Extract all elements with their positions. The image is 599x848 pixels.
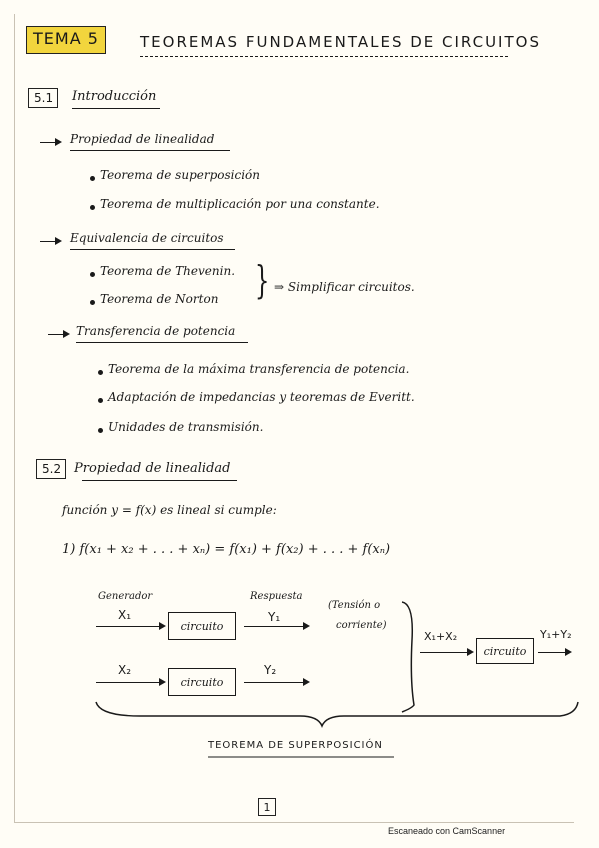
group-heading: Equivalencia de circuitos [70,231,224,245]
output-label: Y₂ [264,663,277,677]
list-item: Teorema de Norton [100,292,219,306]
tema-label: TEMA 5 [33,29,99,48]
list-item: Adaptación de impedancias y teoremas de Everitt. [108,390,415,404]
generator-label: Generador [98,591,153,602]
section-number: 5.2 [42,462,62,476]
note-line: (Tensión o [328,600,381,611]
sum-input-label: X₁+X₂ [424,630,458,643]
output-label: Y₁ [268,610,281,624]
note-line: corriente) [336,620,387,631]
scanner-footer: Escaneado con CamScanner [388,826,506,836]
circuit-block-label: circuito [483,644,527,658]
linearity-statement: función y = f(x) es lineal si cumple: [62,503,277,517]
list-item: Teorema de la máxima transferencia de potencia. [108,362,410,376]
list-item: Teorema de multiplicación por una constante. [100,197,380,211]
section-number: 5.1 [34,91,54,105]
diagram-caption: TEOREMA DE SUPERPOSICIÓN [208,740,383,751]
list-item: Unidades de transmisión. [108,420,264,434]
right-brace-icon: } [254,258,270,302]
list-item: Teorema de Thevenin. [100,264,236,278]
bottom-brace-icon [96,702,578,726]
section-heading: Propiedad de linealidad [74,461,231,476]
input-label: X₁ [118,608,132,622]
group-heading: Propiedad de linealidad [70,132,215,146]
circuit-block-label: circuito [180,675,224,689]
right-bracket-icon [402,602,414,712]
input-label: X₂ [118,663,132,677]
section-heading: Introducción [72,89,157,104]
superposition-formula: 1) f(x₁ + x₂ + . . . + xₙ) = f(x₁) + f(x₂) + . . . + f(xₙ) [62,542,391,557]
brace-note: ⇒ Simplificar circuitos. [274,280,415,294]
circuit-block-label: circuito [180,619,224,633]
page-title: TEOREMAS FUNDAMENTALES DE CIRCUITOS [140,33,541,51]
response-label: Respuesta [250,591,303,602]
page-number: 1 [258,798,276,816]
list-item: Teorema de superposición [100,168,261,182]
group-heading: Transferencia de potencia [76,324,236,338]
sum-output-label: Y₁+Y₂ [540,628,572,641]
